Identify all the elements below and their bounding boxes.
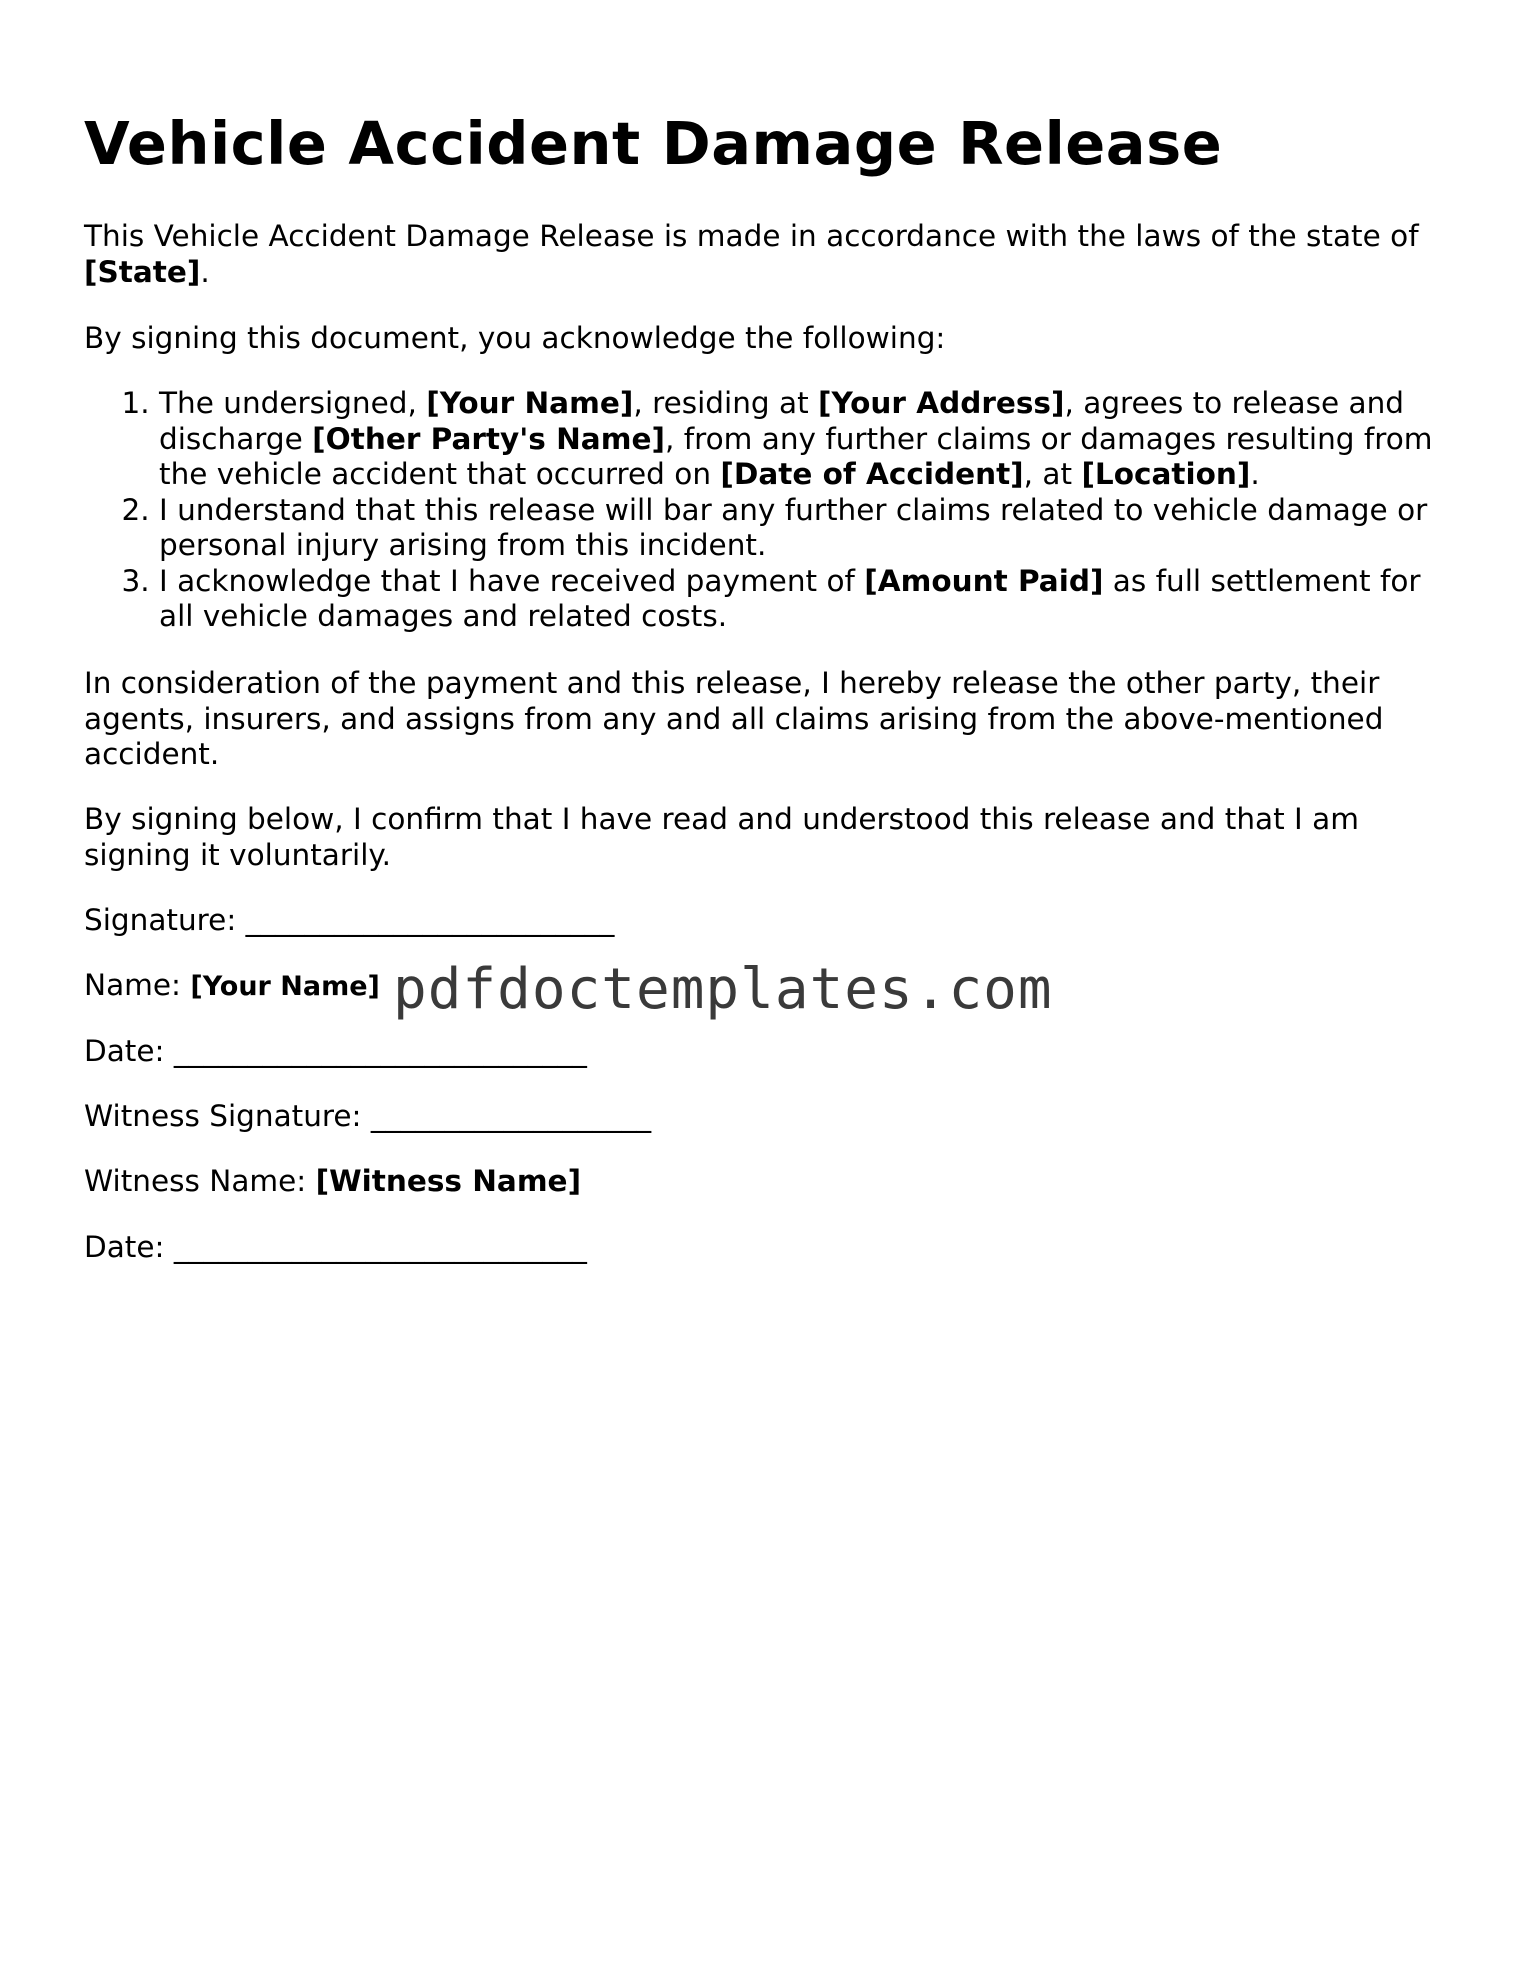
witness-signature-line: Witness Signature: ___________________: [84, 1099, 652, 1133]
witness-name-label: Witness Name:: [84, 1164, 316, 1198]
term-text: I acknowledge that I have received payment of: [159, 563, 865, 598]
term-item-3: [159, 564, 1464, 635]
term-item-2: [159, 493, 1464, 564]
witness-name-line: [84, 1164, 581, 1200]
consideration-paragraph: In consideration of the payment and this release, I hereby release the other party, their agents, insurers, and assigns from any and all claims arising from the above-mentioned accident.: [84, 666, 1384, 771]
intro-end: .: [200, 254, 210, 289]
term-text: , at: [1023, 457, 1082, 491]
your-address-placeholder: [Your Address]: [818, 386, 1065, 420]
term-text: , residing at: [633, 386, 819, 420]
acknowledge-paragraph: By signing this document, you acknowledge the following:: [84, 321, 946, 355]
location-placeholder: [Location]: [1081, 457, 1251, 491]
term-text: , agrees to release and discharge: [159, 386, 1405, 456]
other-party-placeholder: [Other Party's Name]: [312, 421, 665, 456]
term-text: , from any further claims or damages resulting from the vehicle accident that occurred on: [159, 421, 1433, 491]
confirm-paragraph: By signing below, I confirm that I have read and understood this release and that I am signing it voluntarily.: [84, 802, 1359, 872]
term-item-1: [159, 386, 1464, 493]
state-placeholder: [State]: [84, 254, 201, 289]
document-title: Vehicle Accident Damage Release: [84, 109, 1223, 178]
watermark: pdfdoctemplates.com: [393, 957, 1053, 1022]
terms-list: [84, 386, 1464, 635]
name-line: [84, 968, 380, 1005]
term-text: The undersigned,: [159, 386, 427, 420]
term-text: I understand that this release will bar any further claims related to vehicle damage or personal injury arising from this incident.: [159, 492, 1428, 562]
signature-line: Signature: _________________________: [84, 903, 615, 937]
term-text: as full settlement for all vehicle damages and related costs.: [159, 563, 1421, 633]
witness-date-line: Date: ____________________________: [84, 1230, 587, 1264]
date-of-accident-placeholder: [Date of Accident]: [720, 457, 1024, 491]
name-label: Name:: [84, 968, 191, 1002]
date-line: Date: ____________________________: [84, 1034, 587, 1068]
name-value: [Your Name]: [190, 971, 380, 1002]
amount-paid-placeholder: [Amount Paid]: [864, 563, 1104, 598]
intro-text: This Vehicle Accident Damage Release is made in accordance with the laws of the state of: [84, 219, 1419, 253]
witness-name-value: [Witness Name]: [315, 1164, 582, 1198]
term-text: .: [1250, 457, 1260, 491]
intro-paragraph: [84, 219, 1464, 290]
your-name-placeholder: [Your Name]: [426, 386, 634, 420]
